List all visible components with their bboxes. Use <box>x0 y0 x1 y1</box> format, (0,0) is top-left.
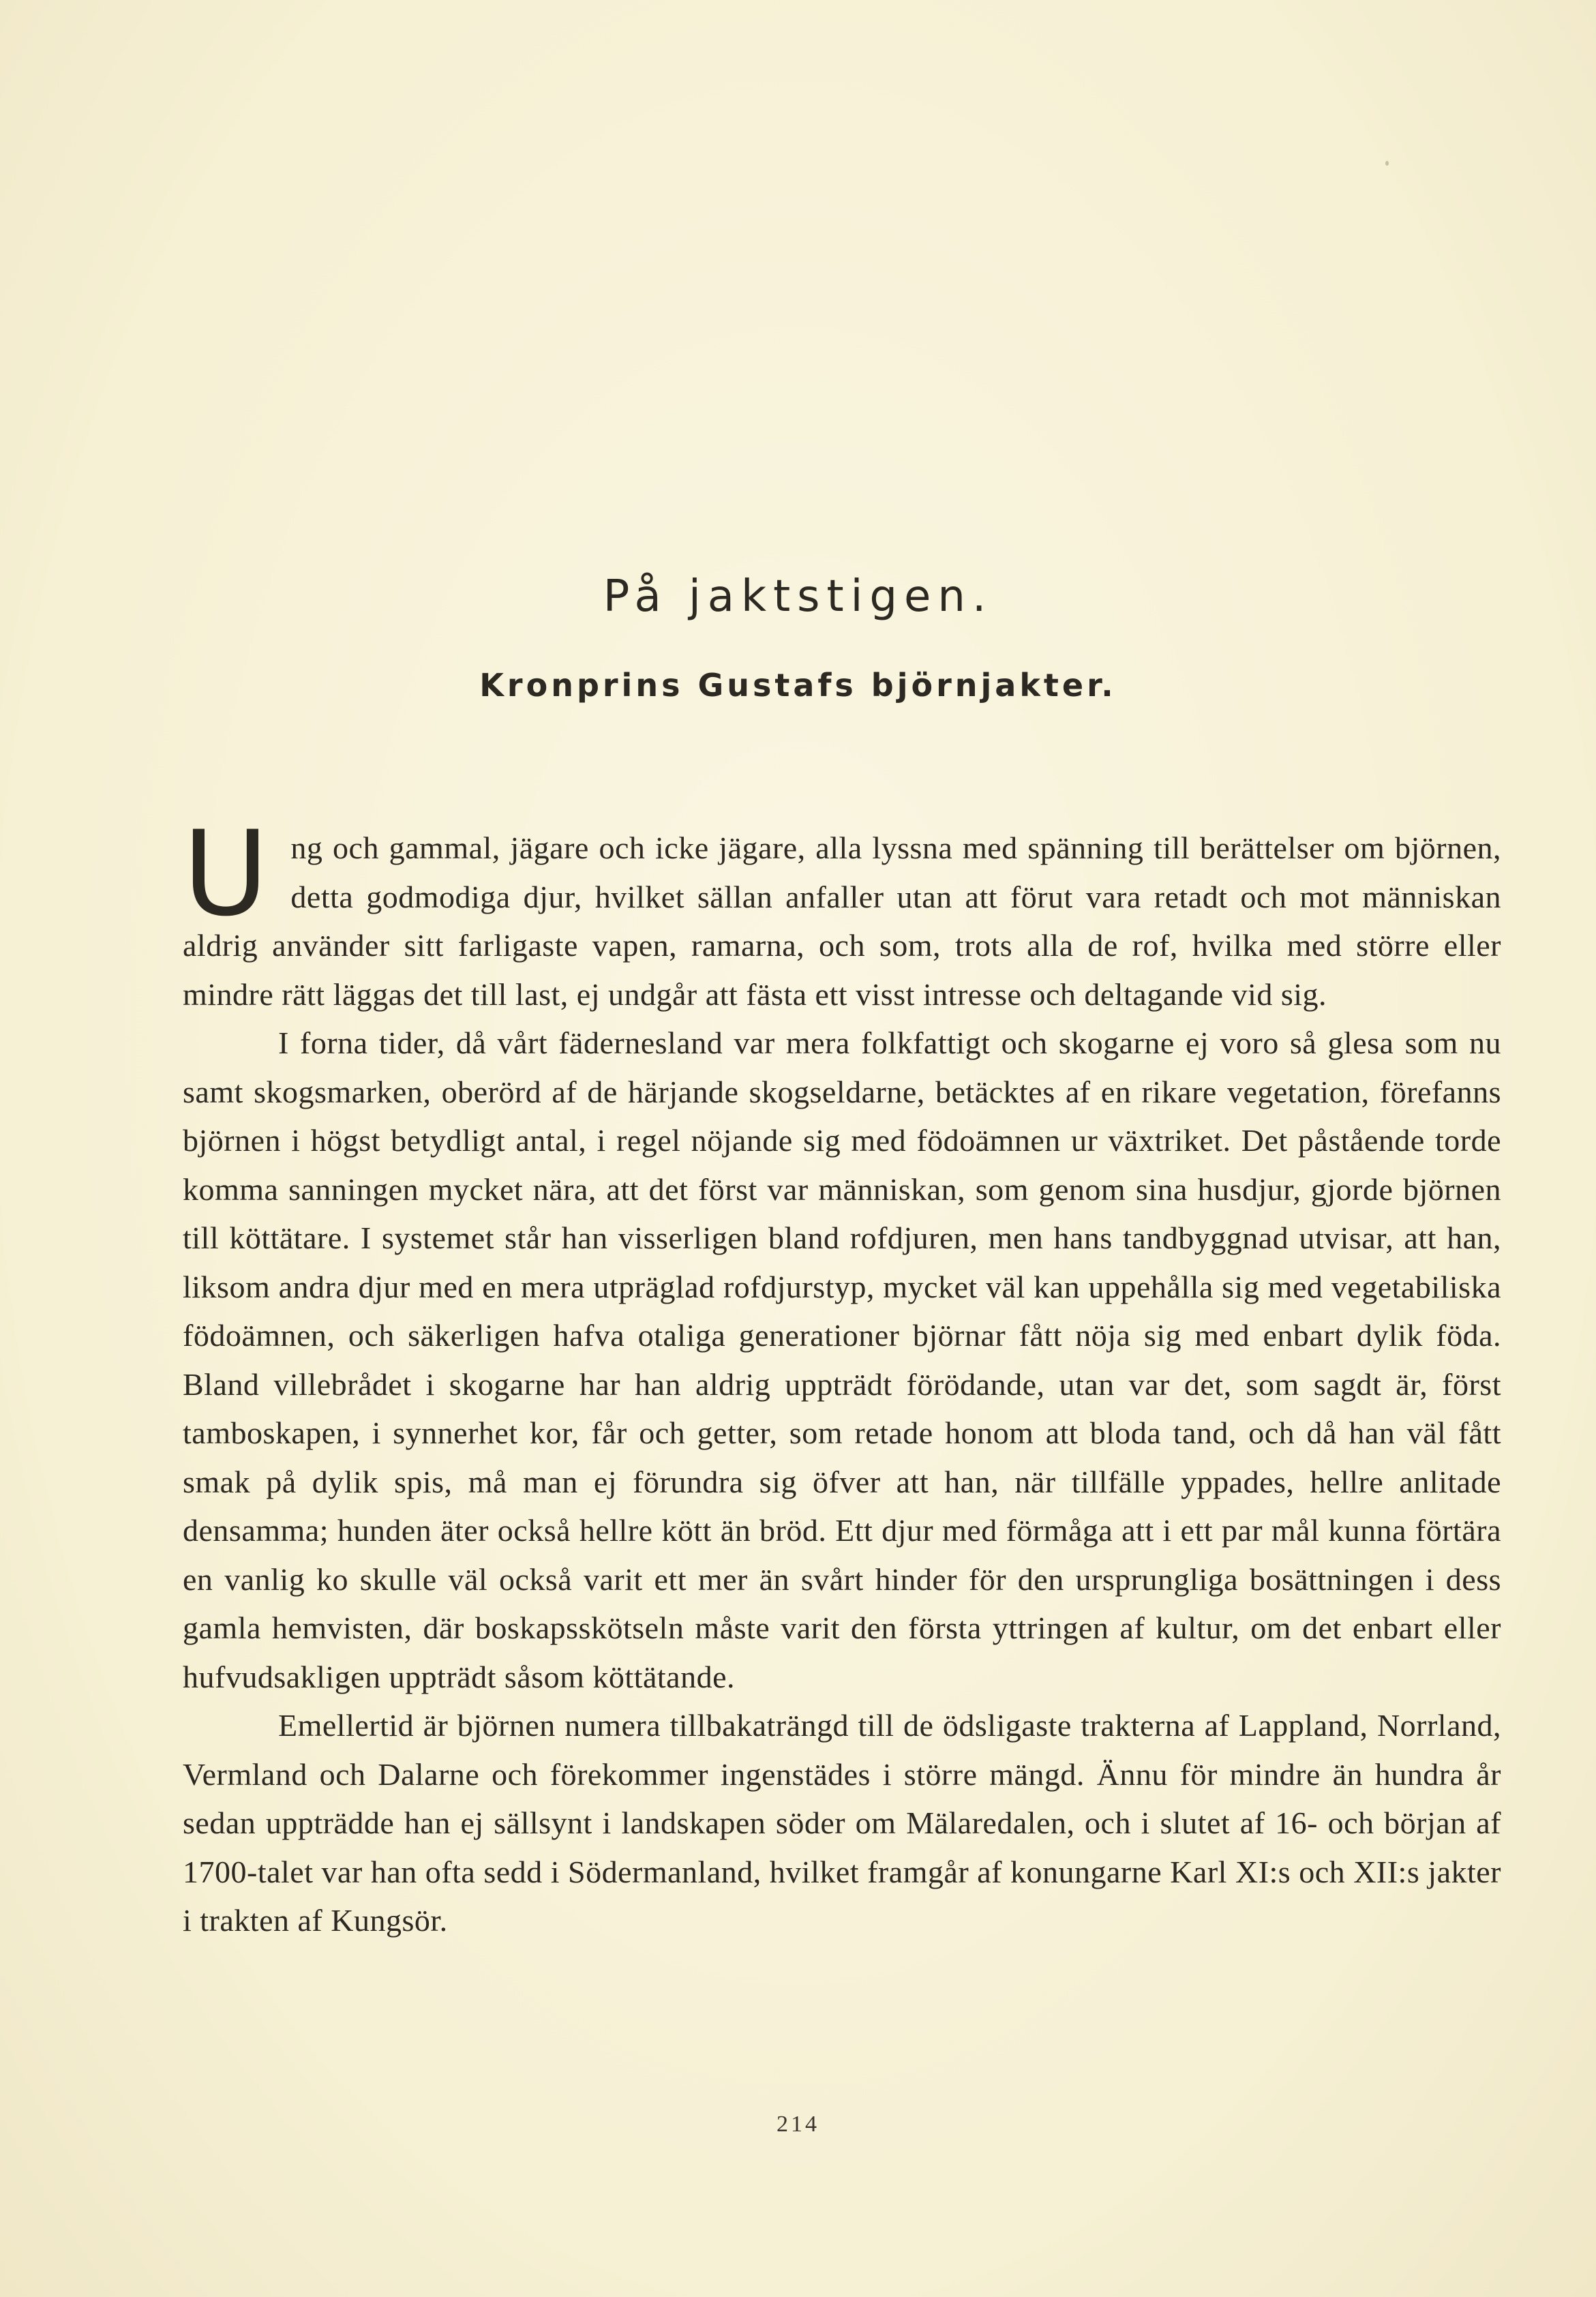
paragraph-1 <box>183 805 1501 1019</box>
paragraph-2: I forna tider, då vårt fädernesland var mera folkfattigt och skogarne ej voro så glesa som nu samt skogsmarken, oberörd af de härjande skogseldarne, betäcktes af en rikare vegetation, förefanns björnen i högst betydligt antal, i regel nöjande sig med födoämnen ur växtriket. Det påstående torde komma sanningen mycket nära, att det först var människan, som genom sina husdjur, gjorde björnen till köttätare. I systemet står han visserligen bland rofdjuren, men hans tandbyggnad utvisar, att han, liksom andra djur med en mera utpräglad rofdjurstyp, mycket väl kan uppehålla sig med vegetabiliska födoämnen, och säkerligen hafva otaliga generationer björnar fått nöja sig med enbart dylik föda. Bland villebrådet i skogarne har han aldrig uppträdt förödande, utan var det, som sagdt är, först tamboskapen, i synnerhet kor, får och getter, som retade honom att bloda tand, och då han väl fått smak på dylik spis, må man ej förundra sig öfver att han, när tillfälle yppades, hellre anlitade densamma; hunden äter också hellre kött än bröd. Ett djur med förmåga att i ett par mål kunna förtära en vanlig ko skulle väl också varit ett mer än svårt hinder för den ursprungliga bosättningen i dess gamla hemvisten, där boskapsskötseln måste varit den första yttringen af kultur, om det enbart eller hufvudsakligen uppträdt såsom köttätande. <box>183 1025 1501 1694</box>
drop-cap: U <box>183 805 269 942</box>
paragraph-3: Emellertid är björnen numera tillbakaträngd till de ödsligaste trakterna af Lappland, Norrland, Vermland och Dalarne och förekommer ingenstädes i större mängd. Ännu för mindre än hundra år sedan uppträdde han ej sällsynt i landskapen söder om Mälaredalen, och i slutet af 16- och början af 1700-talet var han ofta sedd i Södermanland, hvilket framgår af konungarne Karl XI:s och XII:s jakter i trakten af Kungsör. <box>183 1708 1501 1938</box>
page-number: 214 <box>777 2112 819 2137</box>
article-subtitle: Kronprins Gustafs björnjakter. <box>479 667 1117 704</box>
article-title: På jaktstigen. <box>603 571 993 622</box>
paragraph-1-text: ng och gammal, jägare och icke jägare, alla lyssna med spänning till berättelser om björnen, detta godmodiga djur, hvilket sällan anfaller utan att förut vara retadt och mot människan aldrig använder sitt farligaste vapen, ramarna, och som, trots alla de rof, hvilka med större eller mindre rätt läggas det till last, ej undgår att fästa ett visst intresse och deltagande vid sig. <box>183 830 1501 1012</box>
paper-speck <box>1385 161 1389 166</box>
article-body <box>183 805 1501 1945</box>
